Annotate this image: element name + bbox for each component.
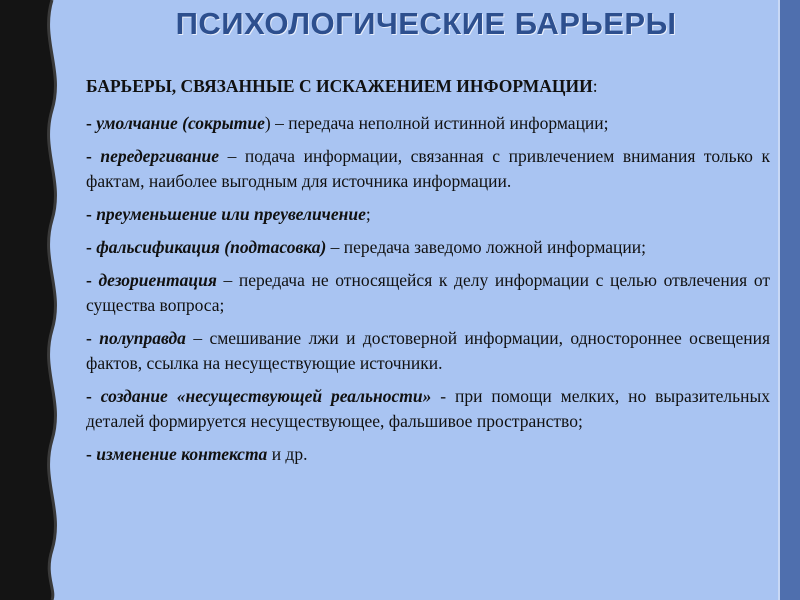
slide-title: ПСИХОЛОГИЧЕСКИЕ БАРЬЕРЫ [175,6,677,41]
item-dash: - [86,204,97,224]
list-item [86,384,770,434]
list-item [86,442,770,467]
item-description: – смешивание лжи и достоверной информации, одностороннее освещения фактов, ссылка на несуществующие источники. [86,328,770,373]
item-term: преуменьшение или преувеличение [96,204,366,224]
left-wave-decoration [0,0,74,600]
item-dash: - [86,270,99,290]
item-term: дезориентация [98,270,217,290]
item-dash: - [86,237,97,257]
item-description: – передача не относящейся к делу информации с целью отвлечения от существа вопроса; [86,270,771,315]
list-item [86,111,770,136]
item-term: передергивание [100,146,220,166]
item-term: изменение контекста [96,444,268,464]
item-term: фальсификация (подтасовка) [96,237,327,257]
item-description: ) – передача неполной истинной информации; [264,113,609,133]
list-item [86,235,770,260]
item-description: ; [365,204,371,224]
item-dash: - [86,146,101,166]
item-term: создание «несуществующей реальности» [100,386,432,406]
list-item [86,326,770,376]
item-term: полуправда [99,328,186,348]
item-term: умолчание (сокрытие [96,113,265,133]
list-item [86,202,770,227]
item-description: - при помощи мелких, но выразительных деталей формируется несуществующее, фальшивое пространство; [86,386,770,431]
item-dash: - [86,113,97,133]
item-dash: - [86,328,100,348]
section-heading-text: БАРЬЕРЫ, СВЯЗАННЫЕ С ИСКАЖЕНИЕМ ИНФОРМАЦИИ [86,76,593,96]
list-item [86,144,770,194]
item-dash: - [86,444,97,464]
item-description: и др. [267,444,308,464]
item-description: – подача информации, связанная с привлечением внимания только к фактам, наиболее выгодным для источника информации. [86,146,770,191]
item-dash: - [86,386,101,406]
item-description: – передача заведомо ложной информации; [326,237,647,257]
section-heading-colon: : [592,76,598,96]
slide-content [86,74,770,475]
right-accent-stripe [780,0,800,600]
section-heading [86,74,770,99]
list-item [86,268,770,318]
